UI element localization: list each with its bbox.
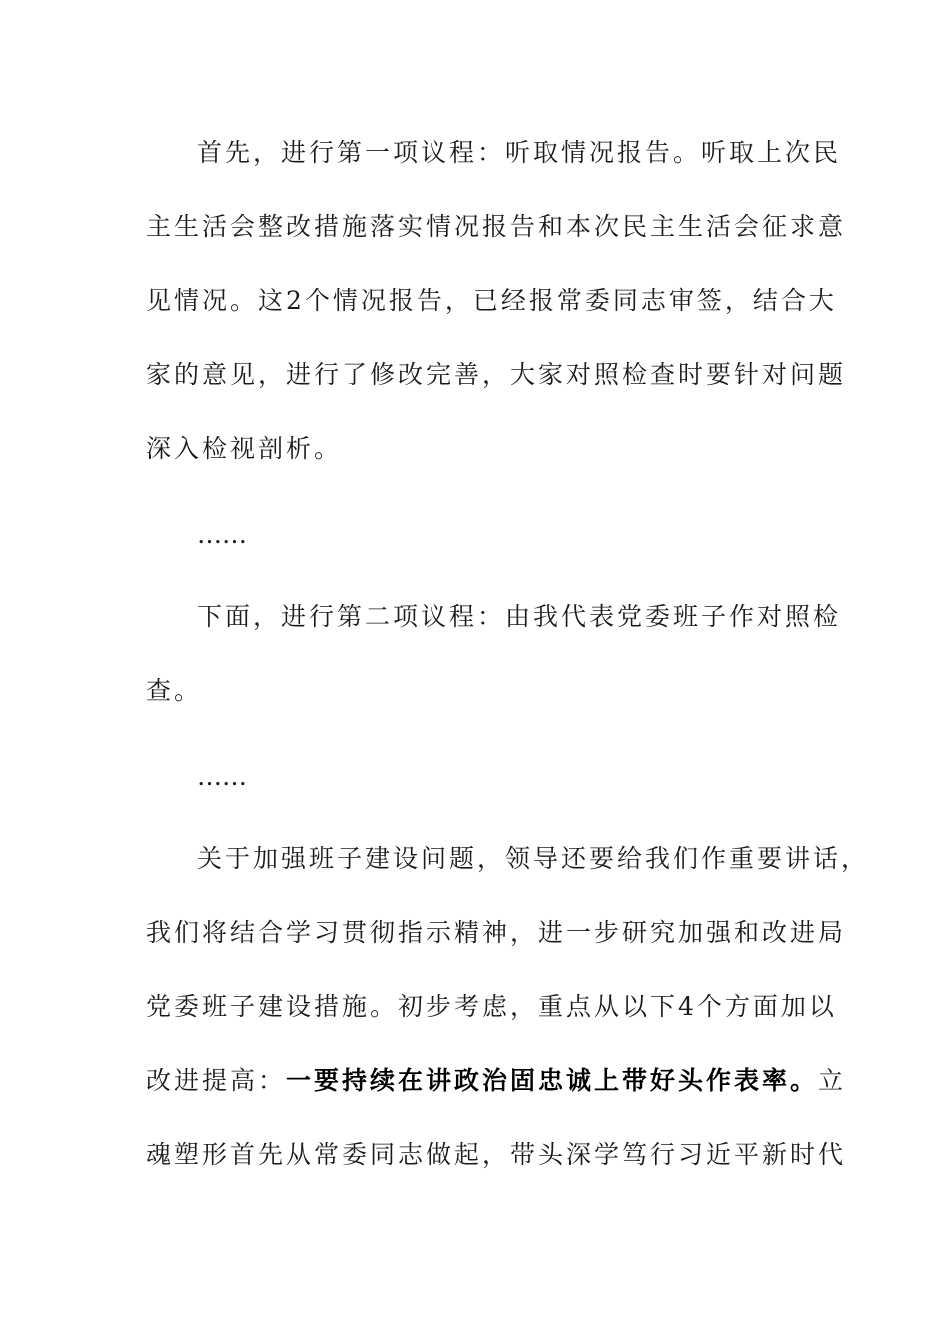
paragraph-agenda-two [146,580,842,728]
text-line: 下面，进行第二项议程：由我代表党委班子作对照检 [197,602,842,631]
ellipsis-text: …… [197,520,247,549]
ellipsis-block-two [146,740,796,814]
text-line: 见情况。这2个情况报告，已经报常委同志审签，结合大 [146,286,837,315]
text-line: 查。 [146,676,203,705]
paragraph-team-building [146,822,870,1192]
text-line-mixed [146,1044,847,1118]
paragraph-agenda-one [146,116,847,486]
bold-emphasis-text: 一要持续在讲政治固忠诚上带好头作表率。 [286,1066,819,1095]
ellipsis-block-one [146,498,796,572]
text-line: 家的意见，进行了修改完善，大家对照检查时要针对问题 [146,360,847,389]
text-line: 主生活会整改措施落实情况报告和本次民主生活会征求意 [146,212,847,241]
text-line: 深入检视剖析。 [146,434,343,463]
text-segment: 立 [818,1066,847,1095]
ellipsis-text: …… [197,762,247,791]
text-line: 首先，进行第一项议程：听取情况报告。听取上次民 [197,138,842,167]
text-line: 关于加强班子建设问题，领导还要给我们作重要讲话， [197,844,870,873]
text-line: 我们将结合学习贯彻指示精神，进一步研究加强和改进局 [146,918,847,947]
text-line: 党委班子建设措施。初步考虑，重点从以下4个方面加以 [146,992,837,1021]
text-line: 魂塑形首先从常委同志做起，带头深学笃行习近平新时代 [146,1140,847,1169]
text-segment: 改进提高： [146,1066,287,1095]
